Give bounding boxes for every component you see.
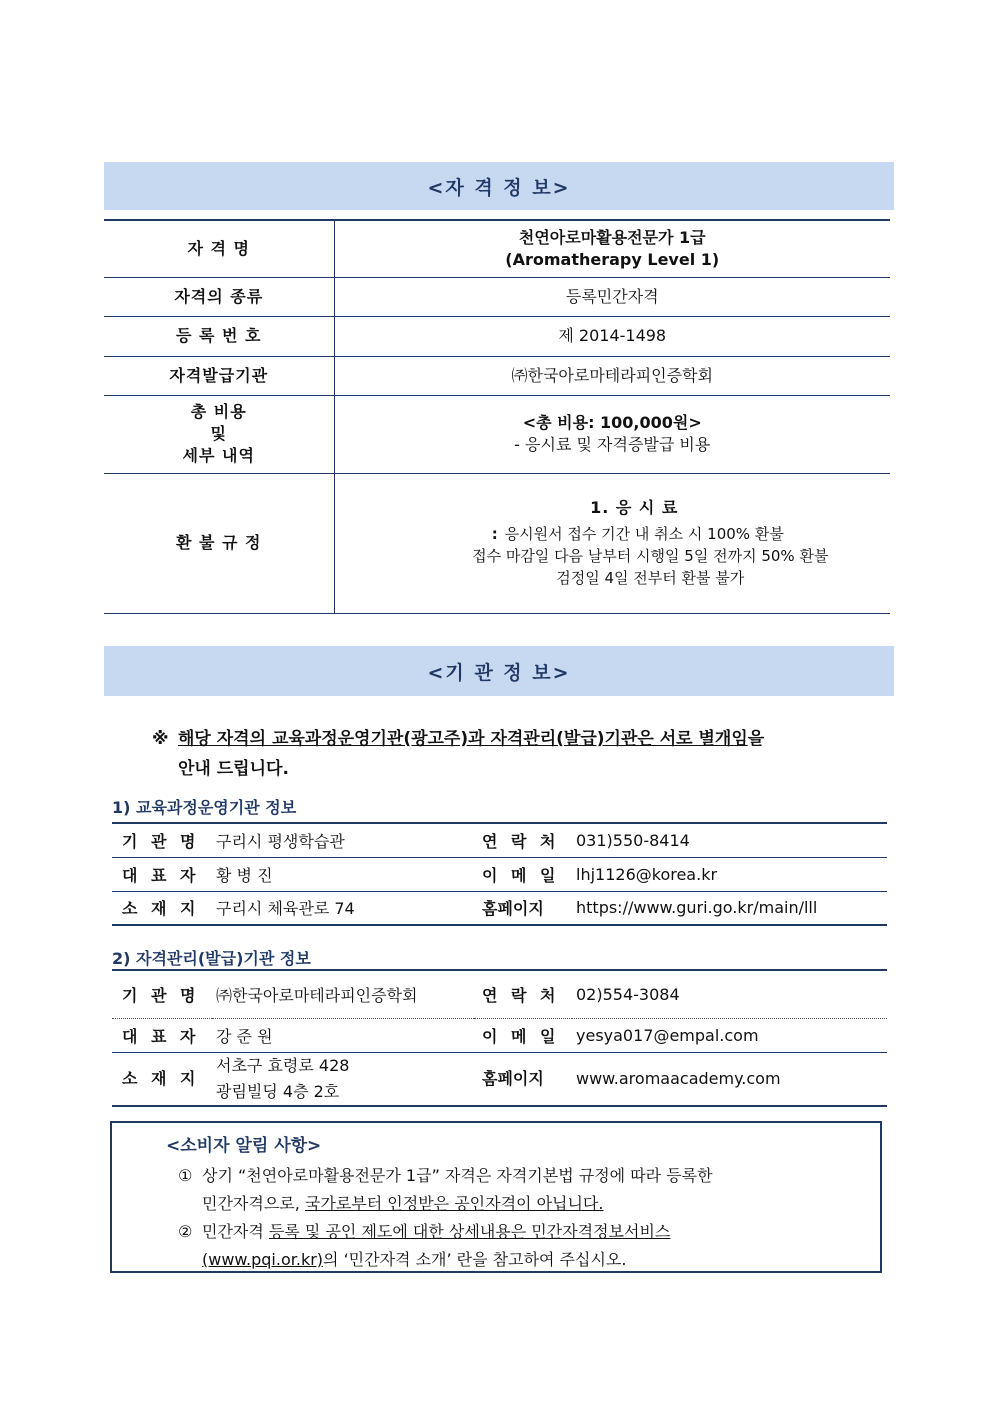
issuer-rep: 강 준 원 — [212, 1018, 474, 1052]
edu-rep-label: 대 표 자 — [112, 857, 212, 891]
edu-name-label: 기 관 명 — [122, 831, 200, 851]
edu-name: 구리시 평생학습관 — [216, 831, 345, 851]
cost-detail: - 응시료 및 자격증발급 비용 — [514, 435, 711, 454]
table-row — [104, 473, 890, 613]
qualification-info-header: <자 격 정 보> — [104, 162, 894, 210]
qualification-name-english: (Aromatherapy Level 1) — [505, 249, 720, 269]
edu-contact-label: 연 락 처 — [482, 831, 560, 851]
edu-homepage[interactable]: https://www.guri.go.kr/main/lll — [572, 891, 887, 925]
issuer-contact: 02)554-3084 — [576, 984, 680, 1004]
edu-address-label: 소 재 지 — [112, 891, 212, 925]
notice-line1-tail: 을 — [747, 729, 765, 749]
total-cost: <총 비용: 100,000원> — [522, 413, 702, 432]
table-row — [104, 220, 890, 277]
issuer-org-table — [112, 969, 887, 1107]
consumer-item1-line1: 상기 “천연아로마활용전문가 1급” 자격은 자격기본법 규정에 따라 등록한 — [202, 1166, 713, 1185]
qualification-name-label: 자 격 명 — [104, 220, 334, 277]
refund-policy-label: 환 불 규 정 — [104, 473, 334, 613]
issuer-homepage-label: 홈페이지 — [474, 1052, 572, 1106]
issuer-address-line2: 광림빌딩 4층 2호 — [216, 1081, 340, 1101]
organization-info-header: <기 관 정 보> — [104, 646, 894, 696]
table-row — [112, 857, 887, 891]
consumer-item2-line2-suffix: 의 ‘민간자격 소개’ 란을 참고하여 주십시오. — [323, 1250, 627, 1269]
notice-mark: ※ — [152, 729, 169, 749]
qualification-type-value: 등록민간자격 — [334, 277, 890, 316]
edu-org-table — [112, 822, 887, 926]
issuing-agency-label: 자격발급기관 — [104, 356, 334, 395]
consumer-item2-line1-underlined: 등록 및 공인 제도에 대한 상세내용은 민간자격정보서비스 — [268, 1222, 671, 1241]
issuer-address-line1: 서초구 효령로 428 — [216, 1055, 350, 1075]
edu-email[interactable]: lhj1126@korea.kr — [572, 857, 887, 891]
consumer-notice-title: <소비자 알림 사항> — [166, 1136, 322, 1156]
issuing-agency-value: ㈜한국아로마테라피인증학회 — [334, 356, 890, 395]
edu-contact: 031)550-8414 — [576, 830, 690, 850]
issuer-org-title: 2) 자격관리(발급)기관 정보 — [112, 949, 311, 968]
issuer-name: ㈜한국아로마테라피인증학회 — [216, 985, 418, 1005]
edu-address: 구리시 체육관로 74 — [212, 891, 474, 925]
issuer-name-label: 기 관 명 — [122, 985, 200, 1005]
refund-line-3: 검정일 4일 전부터 환불 불가 — [556, 569, 745, 587]
issuer-contact-label: 연 락 처 — [482, 985, 560, 1005]
cost-label — [104, 395, 334, 473]
consumer-notice-box — [110, 1121, 882, 1273]
pqi-link[interactable]: (www.pqi.or.kr) — [202, 1250, 324, 1269]
refund-line-1: 응시원서 접수 기간 내 취소 시 100% 환불 — [504, 525, 784, 543]
qualification-name-value — [334, 220, 890, 277]
cost-value — [334, 395, 890, 473]
registration-number-value: 제 2014-1498 — [334, 316, 890, 356]
notice-line2: 안내 드립니다. — [178, 759, 289, 779]
edu-org-title: 1) 교육과정운영기관 정보 — [112, 798, 297, 817]
table-row — [112, 891, 887, 925]
qualification-name-korean: 천연아로마활용전문가 1급 — [518, 227, 706, 247]
issuer-rep-label: 대 표 자 — [112, 1018, 212, 1052]
qualification-type-label: 자격의 종류 — [104, 277, 334, 316]
item2-number: ② — [178, 1222, 193, 1241]
edu-email-label: 이 메 일 — [474, 857, 572, 891]
registration-number-label: 등 록 번 호 — [104, 316, 334, 356]
table-row — [112, 1018, 887, 1052]
table-row — [104, 395, 890, 473]
edu-homepage-label: 홈페이지 — [474, 891, 572, 925]
consumer-item2-line1-prefix: 민간자격 — [202, 1222, 269, 1241]
notice-line1: 해당 자격의 교육과정운영기관(광고주)과 자격관리(발급)기관은 서로 별개임 — [178, 729, 748, 749]
cost-label-line2: 및 — [210, 424, 227, 443]
consumer-item1-line2-underlined: 국가로부터 인정받은 공인자격이 아닙니다. — [304, 1194, 604, 1213]
table-row — [104, 277, 890, 316]
issuer-email[interactable]: yesya017@empal.com — [572, 1018, 887, 1052]
table-row — [112, 823, 887, 857]
refund-policy-value: 1. 응 시 료 : 응시원서 접수 기간 내 취소 시 100% 환불 접수 마감일 다음 날부터 시행일 5일 전까지 50% 환불 검정일 4일 전부터 환불 불가 — [334, 473, 890, 613]
item1-number: ① — [178, 1166, 193, 1185]
notice — [152, 724, 872, 784]
edu-rep: 황 병 진 — [212, 857, 474, 891]
cost-label-line3: 세부 내역 — [182, 446, 255, 465]
refund-title: 1. 응 시 료 — [590, 498, 679, 517]
table-row — [112, 970, 887, 1018]
cost-label-line1: 총 비용 — [190, 402, 247, 421]
table-row — [104, 316, 890, 356]
table-row — [104, 356, 890, 395]
issuer-address — [212, 1052, 474, 1106]
refund-line-2: 접수 마감일 다음 날부터 시행일 5일 전까지 50% 환불 — [472, 547, 829, 565]
table-row — [112, 1052, 887, 1106]
qualification-table — [104, 219, 890, 614]
issuer-homepage[interactable]: www.aromaacademy.com — [572, 1052, 887, 1106]
consumer-item1-line2-prefix: 민간자격으로, — [202, 1194, 305, 1213]
issuer-address-label: 소 재 지 — [112, 1052, 212, 1106]
issuer-email-label: 이 메 일 — [474, 1018, 572, 1052]
